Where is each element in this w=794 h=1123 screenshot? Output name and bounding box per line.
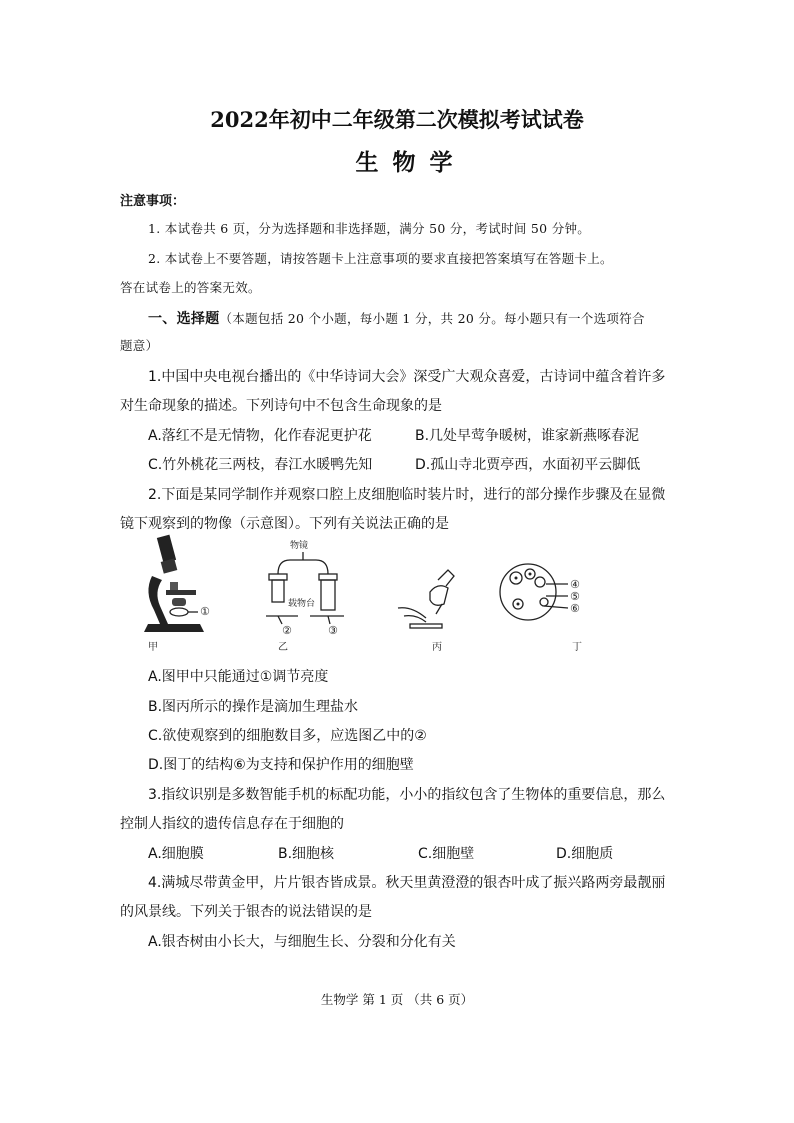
label-ding: 丁 (572, 642, 582, 653)
q4-stem: 4.满城尽带黄金甲，片片银杏皆成景。秋天里黄澄澄的银杏叶成了振兴路两旁最靓丽 (148, 875, 666, 891)
q2-stem: 2.下面是某同学制作并观察口腔上皮细胞临时装片时，进行的部分操作步骤及在显微 (148, 487, 666, 503)
q1-stem: 1.中国中央电视台播出的《中华诗词大会》深受广大观众喜爱，古诗词中蕴含着许多 (148, 369, 666, 385)
q1-option-c: C.竹外桃花三两枝，春江水暖鸭先知 (148, 457, 373, 473)
section-desc: （本题包括 20 个小题，每小题 1 分，共 20 分。每小题只有一个选项符合 (219, 311, 645, 326)
label-circle-1: ① (200, 605, 210, 618)
objective-lenses-diagram (266, 552, 344, 624)
q2-figure (130, 532, 630, 660)
exam-title: 2022年初中二年级第二次模拟考试试卷 (210, 107, 584, 132)
label-objective: 物镜 (290, 541, 309, 551)
q3-stem-cont: 控制人指纹的遗传信息存在于细胞的 (120, 816, 344, 832)
label-circle-2: ② (282, 624, 292, 637)
note-item-2-cont: 答在试卷上的答案无效。 (120, 280, 261, 295)
q3-option-b: B.细胞核 (278, 846, 335, 862)
label-circle-5: ⑤ (570, 590, 580, 603)
q2-option-a: A.图甲中只能通过①调节亮度 (148, 669, 329, 685)
label-stage: 载物台 (288, 599, 316, 609)
q2-stem-cont: 镜下观察到的物像（示意图）。下列有关说法正确的是 (120, 516, 449, 532)
q2-option-d: D.图丁的结构⑥为支持和保护作用的细胞壁 (148, 757, 414, 773)
notes-heading: 注意事项： (120, 194, 186, 209)
note-item-1: 1. 本试卷共 6 页，分为选择题和非选择题，满分 50 分，考试时间 50 分钟。 (148, 221, 591, 236)
label-bing: 丙 (432, 642, 442, 653)
note-item-2: 2. 本试卷上不要答题，请按答题卡上注意事项的要求直接把答案填写在答题卡上。 (148, 251, 613, 266)
label-jia: 甲 (148, 642, 158, 653)
subject-title: 生物学 (355, 149, 467, 176)
q2-option-b: B.图丙所示的操作是滴加生理盐水 (148, 699, 359, 715)
q3-option-a: A.细胞膜 (148, 846, 204, 862)
label-yi: 乙 (278, 642, 288, 653)
dropper-hand-diagram (398, 570, 454, 628)
section-desc-cont: 题意） (120, 338, 159, 353)
section-heading (148, 308, 645, 328)
cell-view-diagram (500, 564, 568, 620)
label-circle-3: ③ (328, 624, 338, 637)
q3-option-c: C.细胞壁 (418, 846, 475, 862)
q1-option-b: B.几处早莺争暖树，谁家新燕啄春泥 (415, 428, 640, 444)
q1-stem-cont: 对生命现象的描述。下列诗句中不包含生命现象的是 (120, 398, 442, 414)
q4-stem-cont: 的风景线。下列关于银杏的说法错误的是 (120, 904, 372, 920)
section-label: 一、选择题 (148, 311, 220, 327)
q1-option-d: D.孤山寺北贾亭西，水面初平云脚低 (415, 457, 641, 473)
q3-stem: 3.指纹识别是多数智能手机的标配功能，小小的指纹包含了生物体的重要信息，那么 (148, 787, 666, 803)
q3-option-d: D.细胞质 (556, 846, 614, 862)
label-circle-4: ④ (570, 578, 580, 591)
microscope-diagram (144, 535, 204, 632)
label-circle-6: ⑥ (570, 602, 580, 615)
q4-option-a: A.银杏树由小长大，与细胞生长、分裂和分化有关 (148, 934, 456, 950)
q2-option-c: C.欲使观察到的细胞数目多，应选图乙中的② (148, 728, 427, 744)
q1-option-a: A.落红不是无情物，化作春泥更护花 (148, 428, 372, 444)
page-footer: 生物学 第 1 页 （共 6 页） (320, 992, 474, 1007)
